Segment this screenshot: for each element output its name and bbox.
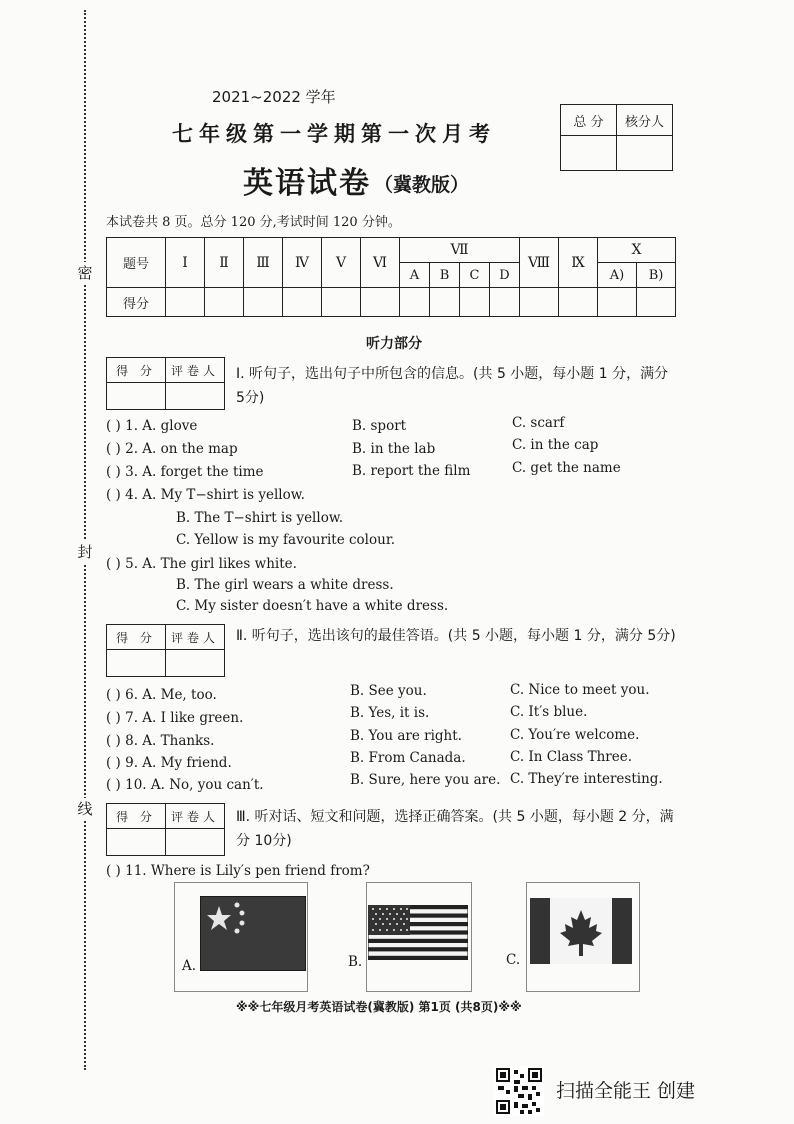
total-score-box xyxy=(560,104,673,171)
scanner-watermark: 扫描全能王 创建 xyxy=(556,1080,696,1102)
col-v: Ⅴ xyxy=(322,238,361,288)
checker-cell[interactable] xyxy=(617,136,673,171)
grader-marker-label: 评卷人 xyxy=(166,625,225,650)
q6: ( ) 6. A. Me, too. xyxy=(106,687,217,703)
grader-score-cell[interactable] xyxy=(107,829,166,856)
col-x-b: B) xyxy=(637,263,676,288)
score-cell[interactable] xyxy=(430,288,460,317)
q7-option-b: B. Yes, it is. xyxy=(350,705,430,721)
score-cell[interactable] xyxy=(460,288,490,317)
q2-option-c: C. in the cap xyxy=(512,437,599,453)
grader-box-part2 xyxy=(106,624,225,677)
grader-marker-cell[interactable] xyxy=(166,829,225,856)
side-mark-feng: 封 xyxy=(74,541,96,563)
col-iv: Ⅳ xyxy=(283,238,322,288)
checker-label: 核分人 xyxy=(617,105,673,136)
side-mark-mi: 密 xyxy=(74,262,96,284)
q10: ( ) 10. A. No, you can′t. xyxy=(106,777,264,793)
usa-flag-icon xyxy=(368,905,468,960)
score-cell[interactable] xyxy=(322,288,361,317)
q2: ( ) 2. A. on the map xyxy=(106,441,238,457)
q4: ( ) 4. A. My T−shirt is yellow. xyxy=(106,487,305,503)
grader-marker-cell[interactable] xyxy=(166,383,225,410)
q8-option-b: B. You are right. xyxy=(350,728,462,744)
part1-title: Ⅰ. 听句子，选出句子中所包含的信息。(共 5 小题，每小题 1 分，满分 5分) xyxy=(236,366,669,406)
score-cell[interactable] xyxy=(361,288,400,317)
q9-option-c: C. In Class Three. xyxy=(510,749,633,765)
grader-box-part3 xyxy=(106,803,225,856)
listening-heading: 听力部分 xyxy=(366,336,422,352)
canada-flag-icon xyxy=(530,898,632,964)
grader-marker-cell[interactable] xyxy=(166,650,225,677)
exam-title: 七年级第一学期第一次月考 xyxy=(172,121,496,146)
q1-option-b: B. sport xyxy=(352,418,407,434)
grader-score-label: 得 分 xyxy=(107,804,166,829)
side-mark-xian: 线 xyxy=(74,798,96,820)
part3-title: Ⅲ. 听对话、短文和问题，选择正确答案。(共 5 小题，每小题 2 分，满分 10分) xyxy=(236,809,674,849)
grader-score-cell[interactable] xyxy=(107,383,166,410)
q1-option-c: C. scarf xyxy=(512,415,565,431)
part2-title: Ⅱ. 听句子，选出该句的最佳答语。(共 5 小题，每小题 1 分，满分 5分) xyxy=(236,628,676,644)
q1: ( ) 1. A. glove xyxy=(106,418,198,434)
q3-option-c: C. get the name xyxy=(512,460,621,476)
score-cell[interactable] xyxy=(490,288,520,317)
score-cell[interactable] xyxy=(559,288,598,317)
q5: ( ) 5. A. The girl likes white. xyxy=(106,556,297,572)
grader-marker-label: 评卷人 xyxy=(166,358,225,383)
option-a-label: A. xyxy=(182,958,197,974)
q3: ( ) 3. A. forget the time xyxy=(106,464,264,480)
q7: ( ) 7. A. I like green. xyxy=(106,710,244,726)
q6-option-b: B. See you. xyxy=(350,683,427,699)
col-vii-d: D xyxy=(490,263,520,288)
q10-option-b: B. Sure, here you are. xyxy=(350,772,501,788)
grader-score-cell[interactable] xyxy=(107,650,166,677)
q2-option-b: B. in the lab xyxy=(352,441,436,457)
row-label-number: 题号 xyxy=(107,238,166,288)
row-label-score: 得分 xyxy=(107,288,166,317)
grader-score-label: 得 分 xyxy=(107,358,166,383)
q5-option-b: B. The girl wears a white dress. xyxy=(176,577,394,593)
score-cell[interactable] xyxy=(400,288,430,317)
q4-option-b: B. The T−shirt is yellow. xyxy=(176,510,344,526)
page-footer: ※※七年级月考英语试卷(冀教版) 第1页 (共8页)※※ xyxy=(236,1000,522,1014)
total-cell[interactable] xyxy=(561,136,617,171)
col-vii-b: B xyxy=(430,263,460,288)
main-title: 英语试卷 xyxy=(243,166,371,201)
q8-option-c: C. You′re welcome. xyxy=(510,727,640,743)
score-cell[interactable] xyxy=(244,288,283,317)
col-vii-c: C xyxy=(460,263,490,288)
col-i: Ⅰ xyxy=(166,238,205,288)
col-vii: Ⅶ xyxy=(400,238,520,263)
q10-option-c: C. They′re interesting. xyxy=(510,771,663,787)
q11: ( ) 11. Where is Lily′s pen friend from? xyxy=(106,863,370,879)
option-c-label: C. xyxy=(506,952,521,968)
grader-box-part1 xyxy=(106,357,225,410)
score-cell[interactable] xyxy=(166,288,205,317)
q5-option-c: C. My sister doesn′t have a white dress. xyxy=(176,598,449,614)
score-cell[interactable] xyxy=(283,288,322,317)
score-table xyxy=(106,237,676,317)
col-vi: Ⅵ xyxy=(361,238,400,288)
edition: （冀教版） xyxy=(374,174,470,196)
intro-text: 本试卷共 8 页。总分 120 分,考试时间 120 分钟。 xyxy=(106,215,401,230)
col-x: X xyxy=(598,238,676,263)
col-iii: Ⅲ xyxy=(244,238,283,288)
option-a-frame xyxy=(174,882,308,992)
score-cell[interactable] xyxy=(520,288,559,317)
q3-option-b: B. report the film xyxy=(352,463,471,479)
col-ix: Ⅸ xyxy=(559,238,598,288)
grader-score-label: 得 分 xyxy=(107,625,166,650)
col-x-a: A) xyxy=(598,263,637,288)
grader-marker-label: 评卷人 xyxy=(166,804,225,829)
school-year: 2021~2022 学年 xyxy=(212,88,336,106)
binding-dotted-line xyxy=(84,10,86,1070)
col-viii: Ⅷ xyxy=(520,238,559,288)
q9: ( ) 9. A. My friend. xyxy=(106,755,232,771)
option-b-label: B. xyxy=(348,954,363,970)
score-cell[interactable] xyxy=(598,288,637,317)
col-vii-a: A xyxy=(400,263,430,288)
score-cell[interactable] xyxy=(637,288,676,317)
q9-option-b: B. From Canada. xyxy=(350,750,466,766)
q7-option-c: C. It′s blue. xyxy=(510,704,588,720)
q6-option-c: C. Nice to meet you. xyxy=(510,682,650,698)
col-ii: Ⅱ xyxy=(205,238,244,288)
qr-code-icon xyxy=(494,1066,544,1116)
q8: ( ) 8. A. Thanks. xyxy=(106,733,215,749)
score-cell[interactable] xyxy=(205,288,244,317)
q4-option-c: C. Yellow is my favourite colour. xyxy=(176,532,396,548)
total-label: 总 分 xyxy=(561,105,617,136)
